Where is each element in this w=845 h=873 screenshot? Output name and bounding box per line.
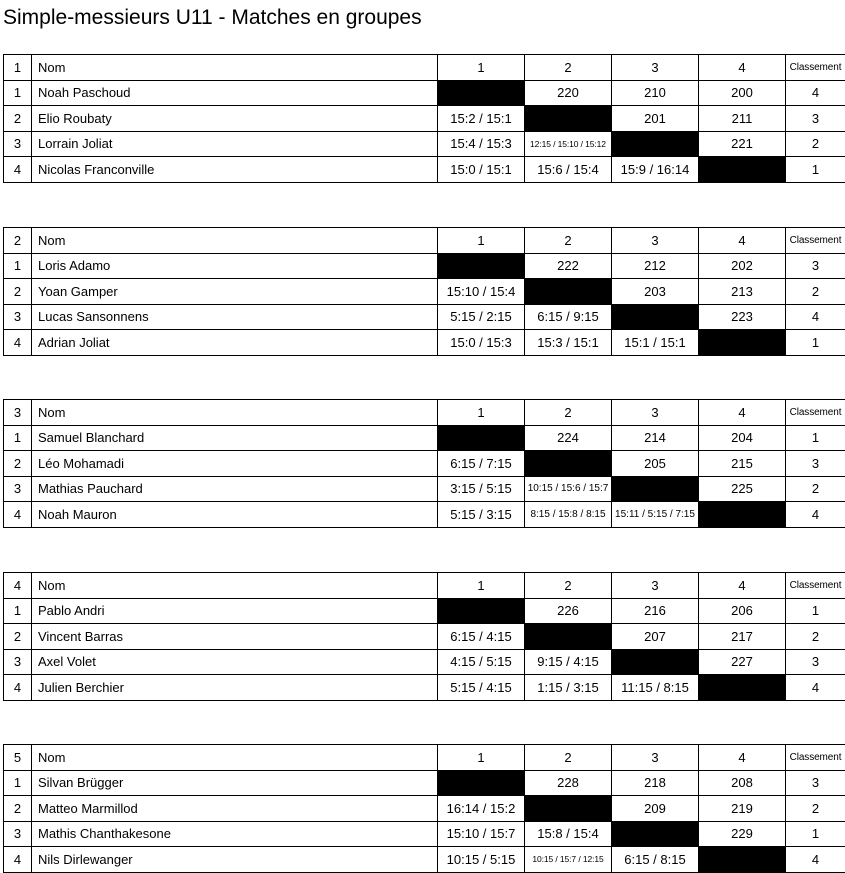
match-cell: 228 xyxy=(525,770,612,796)
table-row xyxy=(4,770,845,796)
column-header-rank: Classement xyxy=(786,573,845,599)
column-header-1: 1 xyxy=(438,228,525,254)
row-index: 1 xyxy=(4,598,32,624)
player-name: Yoan Gamper xyxy=(32,279,438,305)
match-cell: 229 xyxy=(699,821,786,847)
match-cell: 226 xyxy=(525,598,612,624)
row-index: 4 xyxy=(4,675,32,701)
self-match-cell xyxy=(438,253,525,279)
row-index: 4 xyxy=(4,847,32,873)
self-match-cell xyxy=(612,476,699,502)
self-match-cell xyxy=(699,847,786,873)
table-row xyxy=(4,80,845,106)
match-cell: 15:11 / 5:15 / 7:15 xyxy=(612,502,699,528)
player-name: Samuel Blanchard xyxy=(32,425,438,451)
match-cell: 6:15 / 4:15 xyxy=(438,624,525,650)
self-match-cell xyxy=(438,80,525,106)
table-row xyxy=(4,131,845,157)
column-header-2: 2 xyxy=(525,573,612,599)
match-cell: 221 xyxy=(699,131,786,157)
player-name: Mathis Chanthakesone xyxy=(32,821,438,847)
row-index: 2 xyxy=(4,451,32,477)
self-match-cell xyxy=(699,502,786,528)
column-header-2: 2 xyxy=(525,745,612,771)
match-cell: 10:15 / 15:6 / 15:7 xyxy=(525,476,612,502)
row-index: 3 xyxy=(4,304,32,330)
self-match-cell xyxy=(699,330,786,356)
rank-cell: 4 xyxy=(786,502,845,528)
column-header-3: 3 xyxy=(612,228,699,254)
rank-cell: 1 xyxy=(786,821,845,847)
player-name: Axel Volet xyxy=(32,649,438,675)
match-cell: 15:10 / 15:4 xyxy=(438,279,525,305)
row-index: 2 xyxy=(4,624,32,650)
player-name: Julien Berchier xyxy=(32,675,438,701)
column-header-4: 4 xyxy=(699,400,786,426)
group-number: 1 xyxy=(4,55,32,81)
column-header-3: 3 xyxy=(612,745,699,771)
match-cell: 5:15 / 2:15 xyxy=(438,304,525,330)
match-cell: 15:0 / 15:3 xyxy=(438,330,525,356)
group-table-3 xyxy=(3,399,845,528)
column-header-3: 3 xyxy=(612,400,699,426)
match-cell: 206 xyxy=(699,598,786,624)
table-header-row xyxy=(4,400,845,426)
match-cell: 227 xyxy=(699,649,786,675)
match-cell: 6:15 / 8:15 xyxy=(612,847,699,873)
group-number: 5 xyxy=(4,745,32,771)
column-header-2: 2 xyxy=(525,55,612,81)
table-header-row xyxy=(4,55,845,81)
table-row xyxy=(4,649,845,675)
rank-cell: 2 xyxy=(786,131,845,157)
row-index: 1 xyxy=(4,253,32,279)
group-number: 3 xyxy=(4,400,32,426)
table-row xyxy=(4,106,845,132)
column-header-2: 2 xyxy=(525,400,612,426)
player-name: Mathias Pauchard xyxy=(32,476,438,502)
match-cell: 212 xyxy=(612,253,699,279)
column-header-rank: Classement xyxy=(786,228,845,254)
match-cell: 213 xyxy=(699,279,786,305)
row-index: 2 xyxy=(4,279,32,305)
match-cell: 220 xyxy=(525,80,612,106)
match-cell: 12:15 / 15:10 / 15:12 xyxy=(525,131,612,157)
rank-cell: 2 xyxy=(786,279,845,305)
player-name: Loris Adamo xyxy=(32,253,438,279)
row-index: 1 xyxy=(4,80,32,106)
player-name: Adrian Joliat xyxy=(32,330,438,356)
table-row xyxy=(4,821,845,847)
rank-cell: 3 xyxy=(786,451,845,477)
player-name: Nicolas Franconville xyxy=(32,157,438,183)
match-cell: 15:4 / 15:3 xyxy=(438,131,525,157)
table-row xyxy=(4,451,845,477)
self-match-cell xyxy=(525,451,612,477)
match-cell: 222 xyxy=(525,253,612,279)
match-cell: 5:15 / 4:15 xyxy=(438,675,525,701)
table-header-row xyxy=(4,573,845,599)
match-cell: 6:15 / 9:15 xyxy=(525,304,612,330)
match-cell: 15:1 / 15:1 xyxy=(612,330,699,356)
row-index: 2 xyxy=(4,106,32,132)
column-header-rank: Classement xyxy=(786,745,845,771)
player-name: Matteo Marmillod xyxy=(32,796,438,822)
group-table-2 xyxy=(3,227,845,356)
match-cell: 201 xyxy=(612,106,699,132)
column-header-3: 3 xyxy=(612,573,699,599)
player-name: Noah Paschoud xyxy=(32,80,438,106)
table-row xyxy=(4,425,845,451)
table-row xyxy=(4,847,845,873)
player-name: Nils Dirlewanger xyxy=(32,847,438,873)
match-cell: 9:15 / 4:15 xyxy=(525,649,612,675)
row-index: 4 xyxy=(4,157,32,183)
rank-cell: 4 xyxy=(786,80,845,106)
column-header-name: Nom xyxy=(32,745,438,771)
match-cell: 224 xyxy=(525,425,612,451)
rank-cell: 2 xyxy=(786,624,845,650)
match-cell: 3:15 / 5:15 xyxy=(438,476,525,502)
column-header-3: 3 xyxy=(612,55,699,81)
player-name: Silvan Brügger xyxy=(32,770,438,796)
column-header-1: 1 xyxy=(438,400,525,426)
row-index: 4 xyxy=(4,502,32,528)
self-match-cell xyxy=(699,157,786,183)
match-cell: 10:15 / 15:7 / 12:15 xyxy=(525,847,612,873)
row-index: 1 xyxy=(4,770,32,796)
match-cell: 200 xyxy=(699,80,786,106)
rank-cell: 4 xyxy=(786,304,845,330)
table-row xyxy=(4,157,845,183)
match-cell: 15:0 / 15:1 xyxy=(438,157,525,183)
column-header-2: 2 xyxy=(525,228,612,254)
row-index: 3 xyxy=(4,131,32,157)
column-header-name: Nom xyxy=(32,400,438,426)
match-cell: 214 xyxy=(612,425,699,451)
self-match-cell xyxy=(525,106,612,132)
player-name: Lorrain Joliat xyxy=(32,131,438,157)
player-name: Vincent Barras xyxy=(32,624,438,650)
match-cell: 15:10 / 15:7 xyxy=(438,821,525,847)
rank-cell: 2 xyxy=(786,796,845,822)
rank-cell: 4 xyxy=(786,847,845,873)
rank-cell: 3 xyxy=(786,253,845,279)
table-row xyxy=(4,279,845,305)
player-name: Pablo Andri xyxy=(32,598,438,624)
column-header-1: 1 xyxy=(438,745,525,771)
match-cell: 223 xyxy=(699,304,786,330)
table-row xyxy=(4,502,845,528)
group-number: 4 xyxy=(4,573,32,599)
match-cell: 218 xyxy=(612,770,699,796)
self-match-cell xyxy=(438,425,525,451)
table-row xyxy=(4,624,845,650)
match-cell: 203 xyxy=(612,279,699,305)
group-table-5 xyxy=(3,744,845,873)
match-cell: 8:15 / 15:8 / 8:15 xyxy=(525,502,612,528)
column-header-name: Nom xyxy=(32,228,438,254)
column-header-4: 4 xyxy=(699,573,786,599)
match-cell: 202 xyxy=(699,253,786,279)
player-name: Elio Roubaty xyxy=(32,106,438,132)
rank-cell: 1 xyxy=(786,425,845,451)
column-header-name: Nom xyxy=(32,55,438,81)
match-cell: 204 xyxy=(699,425,786,451)
match-cell: 4:15 / 5:15 xyxy=(438,649,525,675)
row-index: 3 xyxy=(4,821,32,847)
match-cell: 10:15 / 5:15 xyxy=(438,847,525,873)
self-match-cell xyxy=(525,624,612,650)
rank-cell: 4 xyxy=(786,675,845,701)
group-table-4 xyxy=(3,572,845,701)
column-header-4: 4 xyxy=(699,228,786,254)
self-match-cell xyxy=(612,649,699,675)
match-cell: 207 xyxy=(612,624,699,650)
rank-cell: 3 xyxy=(786,106,845,132)
self-match-cell xyxy=(612,131,699,157)
self-match-cell xyxy=(438,770,525,796)
table-row xyxy=(4,253,845,279)
match-cell: 217 xyxy=(699,624,786,650)
rank-cell: 1 xyxy=(786,598,845,624)
match-cell: 11:15 / 8:15 xyxy=(612,675,699,701)
player-name: Lucas Sansonnens xyxy=(32,304,438,330)
group-table-1 xyxy=(3,54,845,183)
rank-cell: 3 xyxy=(786,649,845,675)
table-row xyxy=(4,598,845,624)
match-cell: 215 xyxy=(699,451,786,477)
table-row xyxy=(4,330,845,356)
match-cell: 16:14 / 15:2 xyxy=(438,796,525,822)
match-cell: 210 xyxy=(612,80,699,106)
row-index: 1 xyxy=(4,425,32,451)
rank-cell: 1 xyxy=(786,157,845,183)
group-number: 2 xyxy=(4,228,32,254)
table-row xyxy=(4,675,845,701)
match-cell: 15:2 / 15:1 xyxy=(438,106,525,132)
match-cell: 209 xyxy=(612,796,699,822)
match-cell: 1:15 / 3:15 xyxy=(525,675,612,701)
row-index: 4 xyxy=(4,330,32,356)
page-title: Simple-messieurs U11 - Matches en groupes xyxy=(3,6,422,29)
match-cell: 15:9 / 16:14 xyxy=(612,157,699,183)
column-header-rank: Classement xyxy=(786,400,845,426)
self-match-cell xyxy=(525,279,612,305)
table-row xyxy=(4,304,845,330)
match-cell: 6:15 / 7:15 xyxy=(438,451,525,477)
column-header-name: Nom xyxy=(32,573,438,599)
match-cell: 5:15 / 3:15 xyxy=(438,502,525,528)
player-name: Noah Mauron xyxy=(32,502,438,528)
player-name: Léo Mohamadi xyxy=(32,451,438,477)
self-match-cell xyxy=(438,598,525,624)
match-cell: 225 xyxy=(699,476,786,502)
column-header-1: 1 xyxy=(438,573,525,599)
match-cell: 205 xyxy=(612,451,699,477)
row-index: 3 xyxy=(4,649,32,675)
rank-cell: 2 xyxy=(786,476,845,502)
row-index: 2 xyxy=(4,796,32,822)
match-cell: 15:8 / 15:4 xyxy=(525,821,612,847)
match-cell: 15:3 / 15:1 xyxy=(525,330,612,356)
match-cell: 208 xyxy=(699,770,786,796)
rank-cell: 1 xyxy=(786,330,845,356)
row-index: 3 xyxy=(4,476,32,502)
match-cell: 211 xyxy=(699,106,786,132)
table-header-row xyxy=(4,228,845,254)
table-header-row xyxy=(4,745,845,771)
column-header-rank: Classement xyxy=(786,55,845,81)
table-row xyxy=(4,476,845,502)
self-match-cell xyxy=(612,304,699,330)
self-match-cell xyxy=(612,821,699,847)
rank-cell: 3 xyxy=(786,770,845,796)
column-header-4: 4 xyxy=(699,745,786,771)
column-header-1: 1 xyxy=(438,55,525,81)
table-row xyxy=(4,796,845,822)
self-match-cell xyxy=(525,796,612,822)
match-cell: 216 xyxy=(612,598,699,624)
column-header-4: 4 xyxy=(699,55,786,81)
match-cell: 15:6 / 15:4 xyxy=(525,157,612,183)
self-match-cell xyxy=(699,675,786,701)
match-cell: 219 xyxy=(699,796,786,822)
